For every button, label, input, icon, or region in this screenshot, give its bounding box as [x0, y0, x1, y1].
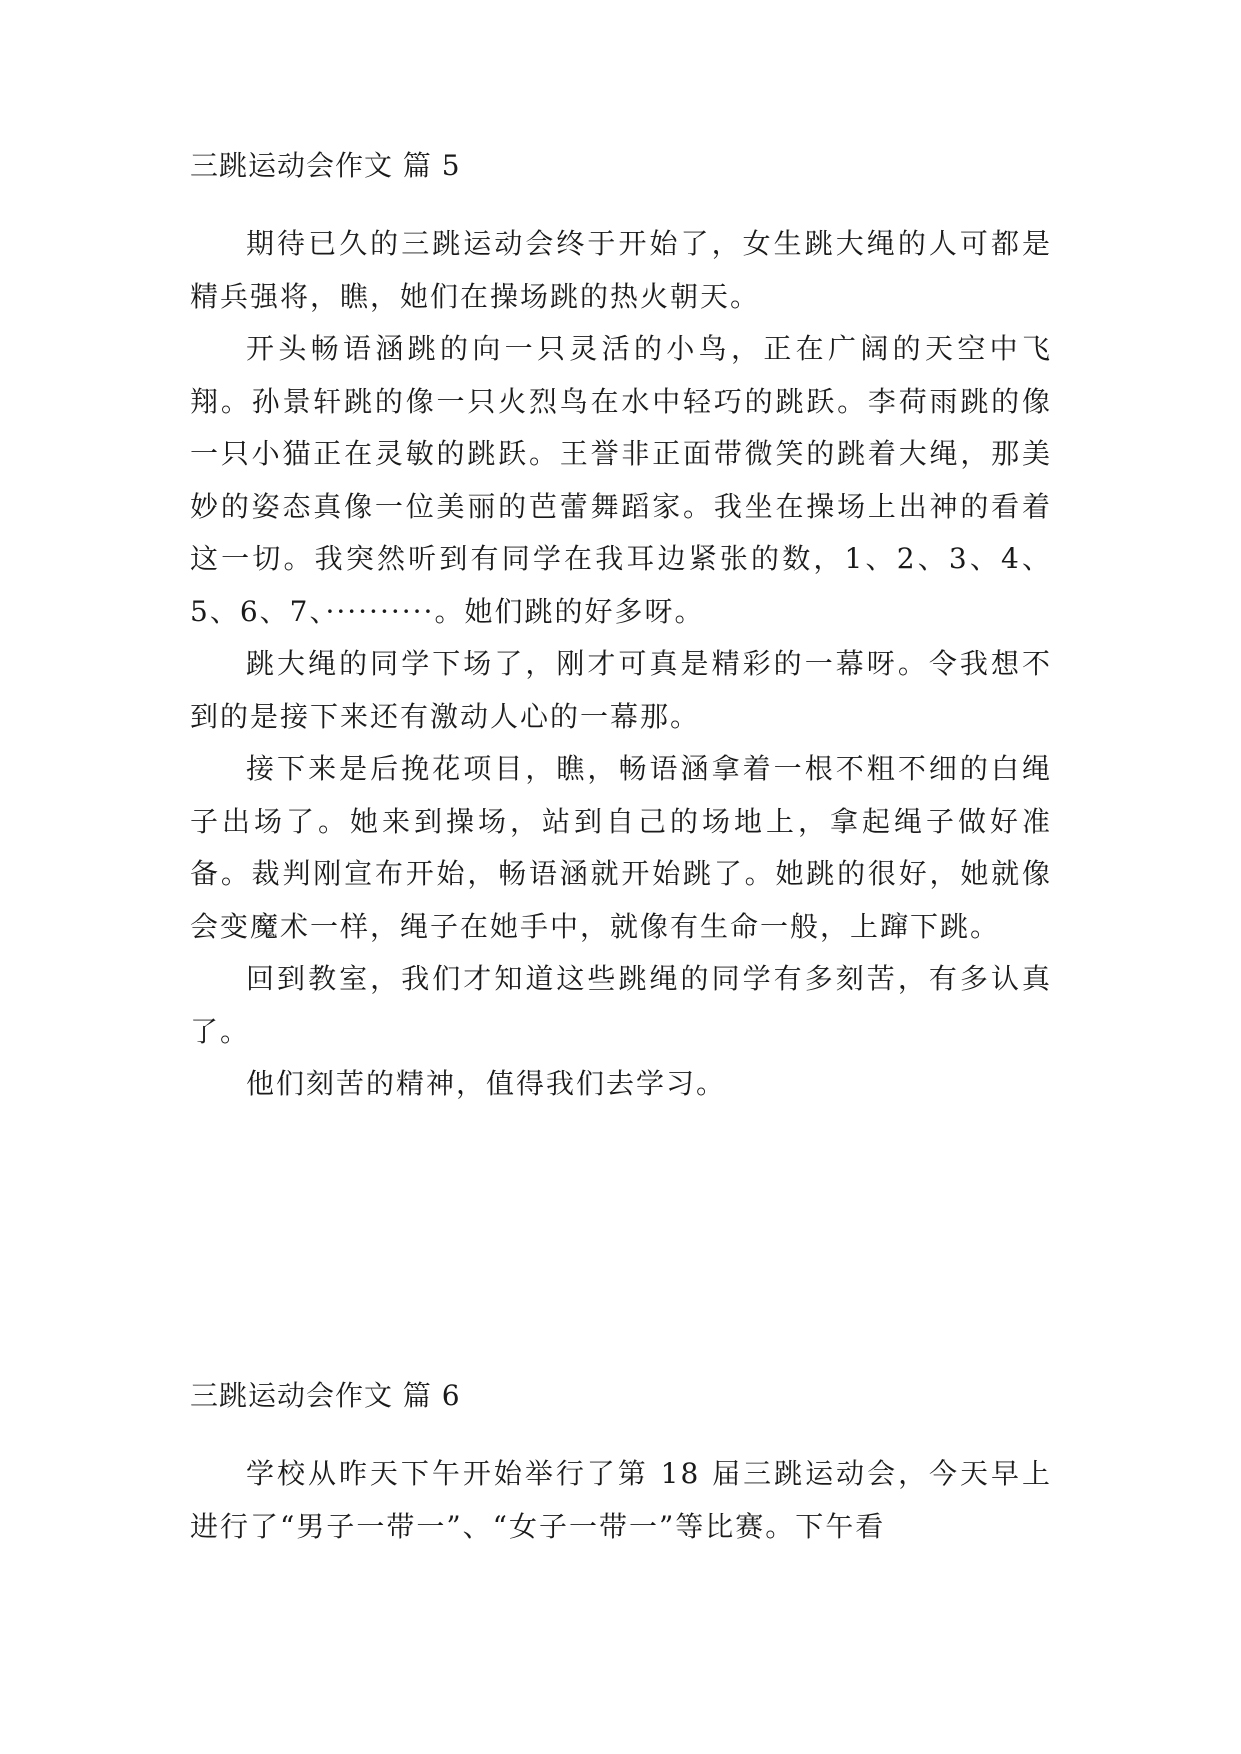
section-body — [190, 218, 1052, 1111]
paragraph: 回到教室，我们才知道这些跳绳的同学有多刻苦，有多认真了。 — [190, 962, 1052, 1048]
paragraph: 跳大绳的同学下场了，刚才可真是精彩的一幕呀。令我想不到的是接下来还有激动人心的一幕那。 — [190, 647, 1052, 733]
paragraph: 他们刻苦的精神，值得我们去学习。 — [246, 1067, 727, 1100]
paragraph: 接下来是后挽花项目，瞧，畅语涵拿着一根不粗不细的白绳子出场了。她来到操场，站到自己的场地上，拿起绳子做好准备。裁判刚宣布开始，畅语涵就开始跳了。她跳的很好，她就像会变魔术一样，绳子在她手中，就像有生命一般，上蹿下跳。 — [190, 752, 1052, 943]
section-body — [190, 1448, 1052, 1553]
paragraph: 开头畅语涵跳的向一只灵活的小鸟，正在广阔的天空中飞翔。孙景轩跳的像一只火烈鸟在水中轻巧的跳跃。李荷雨跳的像一只小猫正在灵敏的跳跃。王誉非正面带微笑的跳着大绳，那美妙的姿态真像一位美丽的芭蕾舞蹈家。我坐在操场上出神的看着这一切。我突然听到有同学在我耳边紧张的数，1、2、3、4、5、6、7、··········。她们跳的好多呀。 — [190, 332, 1052, 628]
section-title: 三跳运动会作文 篇 6 — [190, 1379, 461, 1412]
section-title: 三跳运动会作文 篇 5 — [190, 149, 461, 182]
paragraph: 学校从昨天下午开始举行了第 18 届三跳运动会，今天早上进行了“男子一带一”、“女子一带一”等比赛。下午看 — [190, 1457, 1052, 1543]
paragraph: 期待已久的三跳运动会终于开始了，女生跳大绳的人可都是精兵强将，瞧，她们在操场跳的热火朝天。 — [190, 227, 1052, 313]
